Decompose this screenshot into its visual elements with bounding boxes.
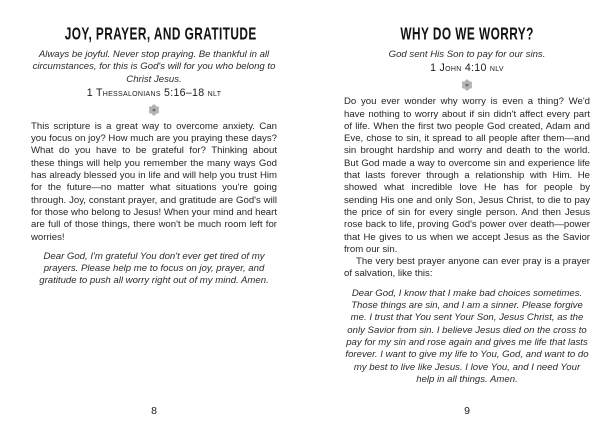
page-number-left: 8 bbox=[151, 405, 157, 417]
scripture-reference: 1 John 4:10 nlv bbox=[430, 62, 504, 75]
flower-ornament bbox=[344, 79, 590, 91]
scripture-quote: Always be joyful. Never stop praying. Be thankful in all circumstances, for this is God's will for you who belong to Christ Jesus. bbox=[32, 49, 276, 85]
flower-icon bbox=[461, 79, 473, 91]
page-title bbox=[344, 26, 590, 44]
flower-ornament bbox=[31, 104, 277, 116]
page-title-text: JOY, PRAYER, AND GRATITUDE bbox=[64, 24, 257, 44]
devotional-body: This scripture is a great way to overcome anxiety. Can you focus on joy? How much are you praying these days? What do you have to be grateful for? Thinking about these things will help you remember the many ways God has already blessed you in life and will help you trust Him for the future—no matter what situations you're going through. Joy, constant prayer, and gratitude are God's will for those who belong to Jesus! When your mind and heart are full of those things, there won't be much room left for worries! bbox=[31, 120, 277, 243]
scripture-reference: 1 Thessalonians 5:16–18 nlt bbox=[86, 86, 222, 99]
page-title bbox=[31, 26, 277, 44]
prayer-text: Dear God, I know that I make bad choices sometimes. Those things are sin, and I am a sinner. Please forgive me. I trust that You sent Your Son, Jesus Christ, as the only Savior from sin. I believe Jesus died on the cross to pay for my sin and rose again and gives me life that lasts forever. I want to give my life to You, God, and want to do my best to live like Jesus. I love You, and I need Your help in all things. Amen. bbox=[345, 287, 589, 385]
page-left bbox=[31, 26, 277, 288]
devotional-body: Do you ever wonder why worry is even a thing? We'd have nothing to worry about if sin didn't affect every part of life. When the first two people God created, Adam and Eve, chose to sin, it spread to all people after them—and sin brought hardship and worry and death to the world. But God made a way to overcome sin and experience life that lasts forever through a relationship with Him. He showed what incredible love He has for people by sending His one and only Son, Jesus Christ, to die to pay the price of sin for every single person. And then Jesus rose back to life, proving God's power over death—power that He gives to us when we accept Jesus as the Savior from our sin. bbox=[344, 96, 590, 255]
flower-icon bbox=[148, 104, 160, 116]
page-title-text: WHY DO WE WORRY? bbox=[400, 24, 534, 44]
page-right bbox=[344, 26, 590, 386]
devotional-lead-in: The very best prayer anyone can ever pray is a prayer of salvation, like this: bbox=[344, 256, 590, 280]
prayer-text: Dear God, I'm grateful You don't ever get tired of my prayers. Please help me to focus on joy, prayer, and gratitude to push all worry right out of my mind. Amen. bbox=[39, 250, 269, 287]
page-number-right: 9 bbox=[464, 405, 470, 417]
scripture-quote: God sent His Son to pay for our sins. bbox=[388, 49, 546, 60]
